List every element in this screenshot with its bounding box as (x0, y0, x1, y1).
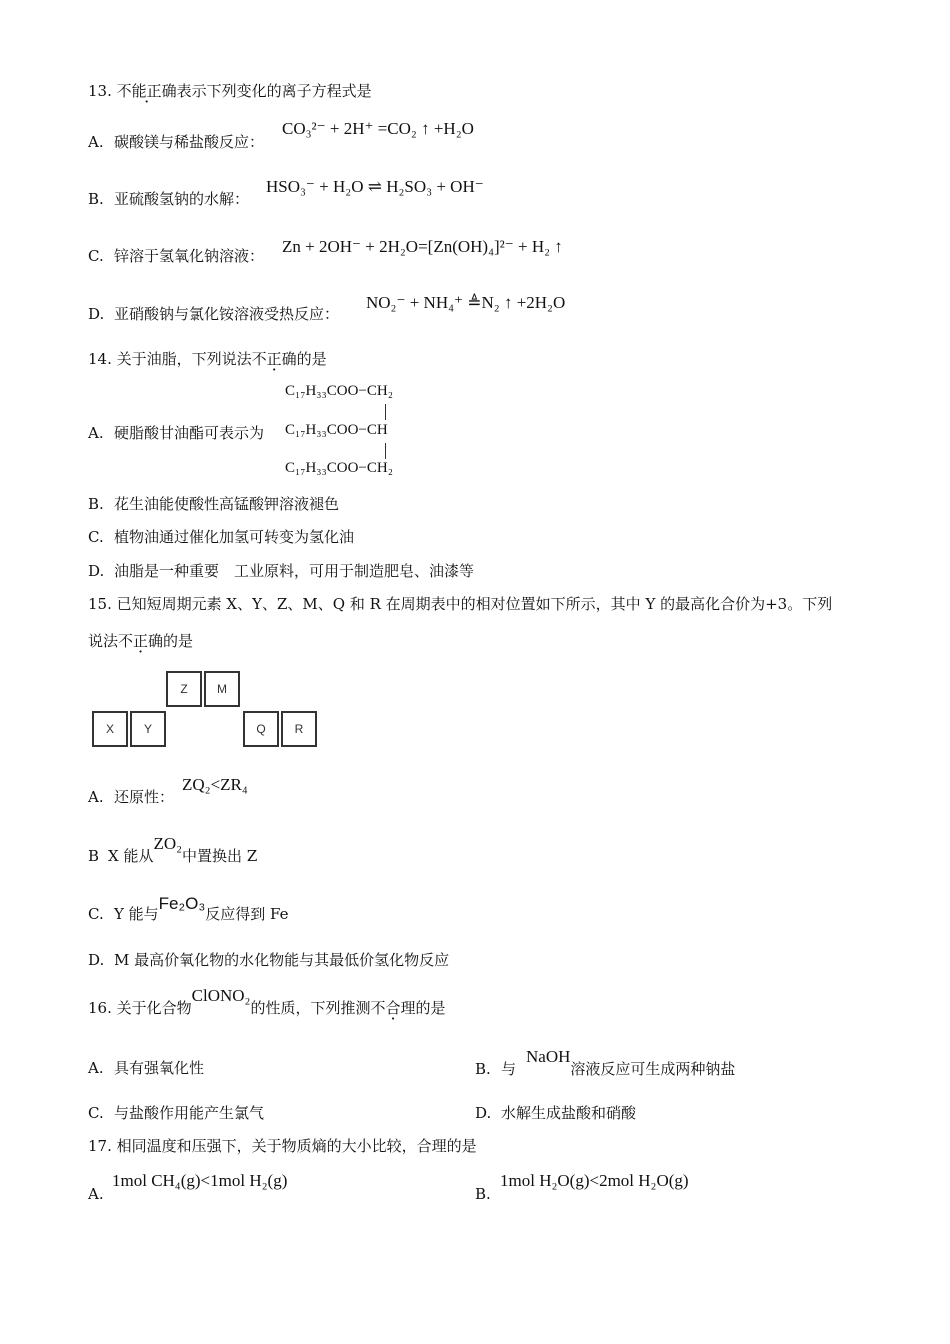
q16-stem: 16. 关于化合物ClONO₂的性质，下列推测不合理的是 (88, 986, 446, 1017)
q14-emphasis: 不正确 (251, 350, 297, 368)
q14-option-b: B. 花生油能使酸性高锰酸钾溶液褪色 (88, 495, 340, 513)
q16-b-formula: NaOH (526, 1047, 571, 1066)
ester-top: C₁₇H₃₃COO−CH₂ (285, 383, 393, 399)
q13-emphasis: 不能正确 (116, 82, 177, 100)
q15-a-formula: ZQ₂<ZR₄ (182, 775, 248, 794)
q16-emphasis: 不合理 (370, 999, 416, 1017)
q16-option-d: D. 水解生成盐酸和硝酸 (475, 1104, 637, 1122)
q13-stem: 13. 不能正确表示下列变化的离子方程式是 (88, 82, 372, 100)
q16-option-b: B. 与NaOH溶液反应可生成两种钠盐 (475, 1047, 736, 1078)
q15-c-formula: Fe₂O₃ (158, 894, 206, 913)
cell-z: Z (166, 671, 202, 707)
cell-y: Y (130, 711, 166, 747)
ester-mid: C₁₇H₃₃COO−CH (285, 422, 388, 438)
q16-option-a: A. 具有强氧化性 (88, 1059, 205, 1077)
q13-c-formula: Zn + 2OH⁻ + 2H₂O=[Zn(OH)₄]²⁻ + H₂ ↑ (282, 237, 563, 256)
q17-stem: 17. 相同温度和压强下，关于物质熵的大小比较，合理的是 (88, 1137, 477, 1155)
q15-b-formula: ZO₂ (153, 834, 183, 853)
q15-emphasis: 不正确 (118, 632, 164, 650)
q13-d-formula: NO₂⁻ + NH₄⁺ ≜N₂ ↑ +2H₂O (366, 293, 566, 312)
q13-b-formula: HSO₃⁻ + H₂O ⇌ H₂SO₃ + OH⁻ (266, 177, 484, 196)
q15-stem-line1: 15. 已知短周期元素 X、Y、Z、M、Q 和 R 在周期表中的相对位置如下所示，其中 Y 的最高化合价为+3。下列 (88, 595, 833, 613)
cell-q: Q (243, 711, 279, 747)
ester-bond-top (385, 404, 386, 420)
q17-option-a: A. (88, 1185, 104, 1203)
cell-r: R (281, 711, 317, 747)
ester-bottom: C₁₇H₃₃COO−CH₂ (285, 460, 393, 476)
q13-option-d: D. 亚硝酸钠与氯化铵溶液受热反应： (88, 305, 340, 323)
q14-stem: 14. 关于油脂，下列说法不正确的是 (88, 350, 327, 368)
q16-formula: ClONO₂ (191, 986, 251, 1005)
q17-a-formula: 1mol CH₄(g)<1mol H₂(g) (112, 1171, 288, 1190)
q13-option-a: A. 碳酸镁与稀盐酸反应： (88, 133, 265, 151)
q13-option-c: C. 锌溶于氢氧化钠溶液： (88, 247, 265, 265)
q15-stem-line2: 说法不正确的是 (88, 632, 194, 650)
q15-option-a: A. 还原性： (88, 788, 175, 806)
q15-option-b: B X 能从ZO₂中置换出 Z (88, 834, 258, 865)
q17-option-b: B. (475, 1185, 491, 1203)
ester-bond-bottom (385, 443, 386, 459)
q13-option-b: B. 亚硫酸氢钠的水解： (88, 190, 250, 208)
cell-x: X (92, 711, 128, 747)
q16-option-c: C. 与盐酸作用能产生氯气 (88, 1104, 265, 1122)
q14-option-a: A. 硬脂酸甘油酯可表示为 (88, 424, 265, 442)
q14-option-c: C. 植物油通过催化加氢可转变为氢化油 (88, 528, 355, 546)
q13-a-formula: CO₃²⁻ + 2H⁺ =CO₂ ↑ +H₂O (282, 119, 474, 138)
q17-b-formula: 1mol H₂O(g)<2mol H₂O(g) (500, 1171, 689, 1190)
periodic-table-fragment (92, 671, 322, 755)
q15-option-d: D. M 最高价氧化物的水化物能与其最低价氢化物反应 (88, 951, 450, 969)
q14-option-d: D. 油脂是一种重要 工业原料，可用于制造肥皂、油漆等 (88, 562, 475, 580)
q15-option-c: C. Y 能与Fe₂O₃反应得到 Fe (88, 894, 289, 923)
cell-m: M (204, 671, 240, 707)
